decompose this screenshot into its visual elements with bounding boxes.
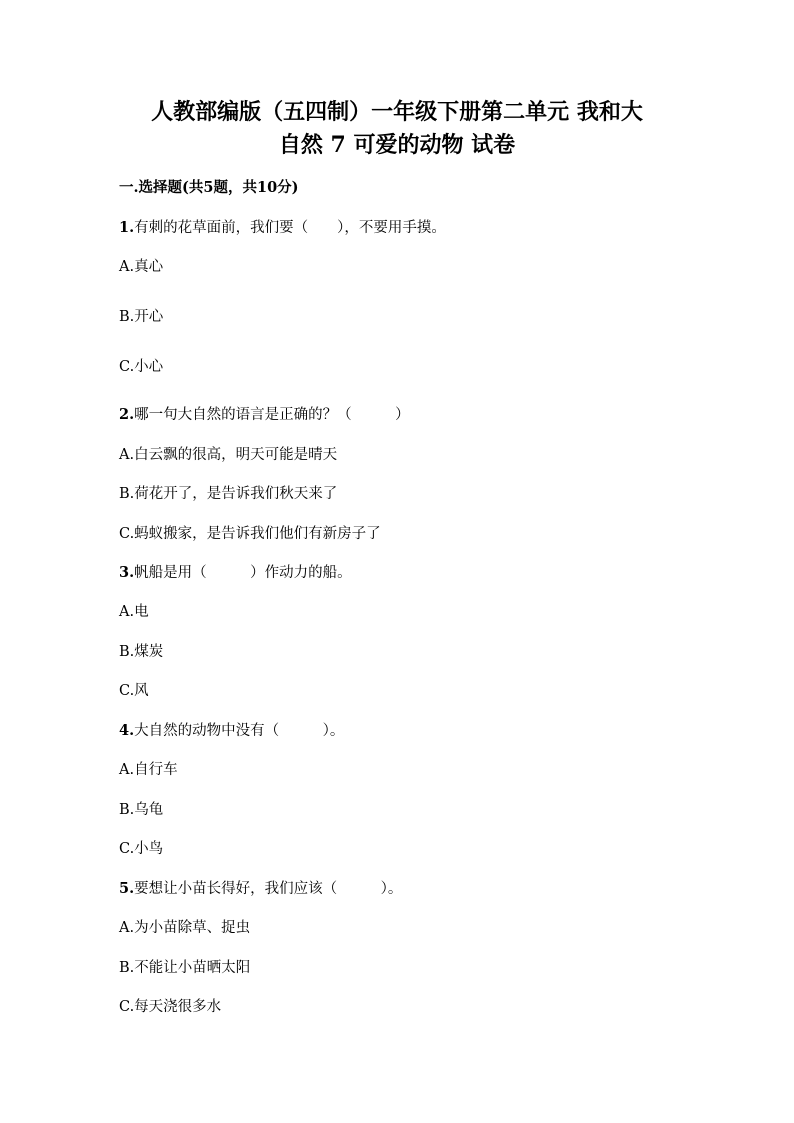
option-4a: A.自行车 xyxy=(119,762,178,778)
section-heading: 一.选择题(共5题，共10分) xyxy=(119,179,299,196)
page-title-line-2: 自然 7 可爱的动物 试卷 xyxy=(278,132,516,158)
question-1 xyxy=(119,218,446,238)
question-2 xyxy=(119,405,410,425)
question-text: 哪一句大自然的语言是正确的？（ ） xyxy=(134,407,410,423)
question-4 xyxy=(119,721,344,741)
question-text: 帆船是用（ ）作动力的船。 xyxy=(134,565,352,581)
option-2b: B.荷花开了，是告诉我们秋天来了 xyxy=(119,486,338,502)
page-title-line-1: 人教部编版（五四制）一年级下册第二单元 我和大 xyxy=(151,99,643,125)
option-4c: C.小鸟 xyxy=(119,841,164,857)
option-5b: B.不能让小苗晒太阳 xyxy=(119,960,251,976)
question-text: 有刺的花草面前，我们要（ ），不要用手摸。 xyxy=(134,220,446,236)
option-1c: C.小心 xyxy=(119,359,164,375)
option-2a: A.白云飘的很高，明天可能是晴天 xyxy=(119,447,338,463)
question-number: 5. xyxy=(119,880,135,897)
option-1a: A.真心 xyxy=(119,259,164,275)
option-5c: C.每天浇很多水 xyxy=(119,999,222,1015)
option-5a: A.为小苗除草、捉虫 xyxy=(119,920,251,936)
question-number: 1. xyxy=(119,219,135,236)
option-4b: B.乌龟 xyxy=(119,802,164,818)
option-3b: B.煤炭 xyxy=(119,644,164,660)
question-3 xyxy=(119,563,352,583)
option-2c: C.蚂蚁搬家，是告诉我们他们有新房子了 xyxy=(119,526,381,542)
option-1b: B.开心 xyxy=(119,309,164,325)
question-text: 要想让小苗长得好，我们应该（ ）。 xyxy=(134,881,403,897)
question-number: 3. xyxy=(119,564,135,581)
question-5 xyxy=(119,879,402,899)
question-number: 4. xyxy=(119,722,135,739)
page-title xyxy=(97,96,697,162)
question-number: 2. xyxy=(119,406,135,423)
question-text: 大自然的动物中没有（ ）。 xyxy=(134,723,345,739)
option-3c: C.风 xyxy=(119,683,149,699)
option-3a: A.电 xyxy=(119,604,149,620)
